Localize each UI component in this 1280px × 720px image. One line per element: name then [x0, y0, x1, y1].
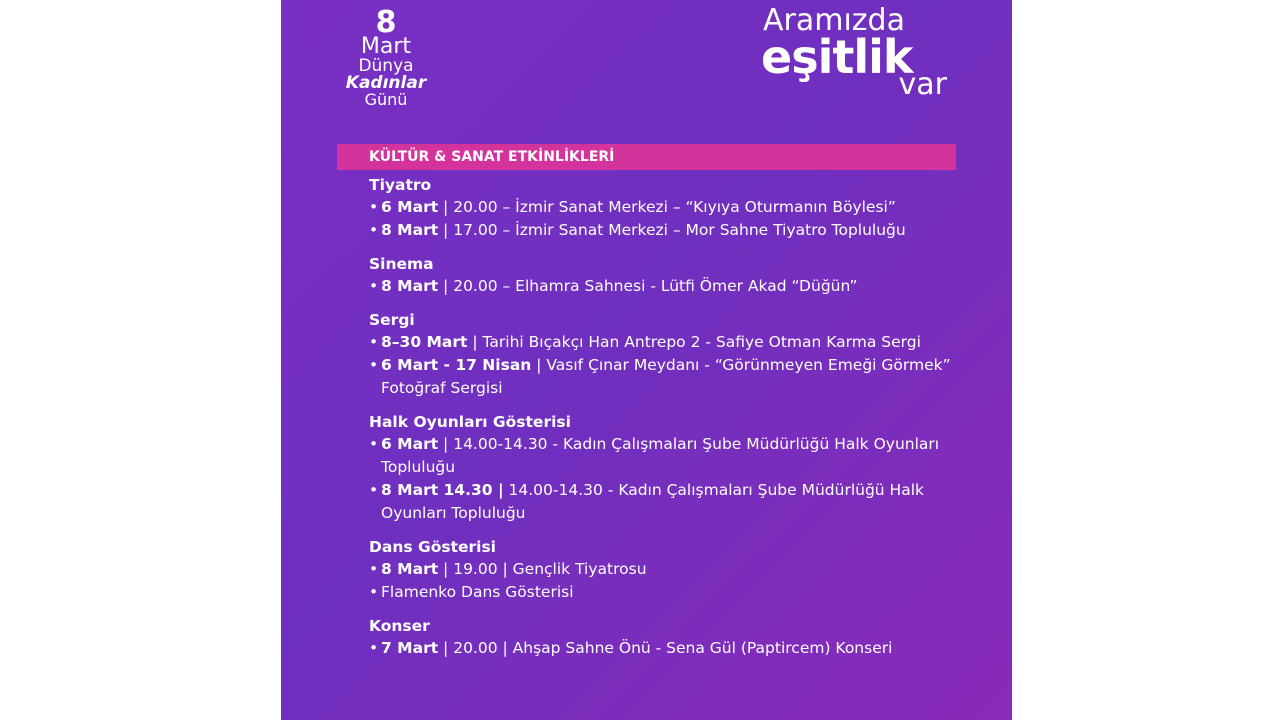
item-text: | 14.00-14.30 - Kadın Çalışmaları Şube Müdürlüğü Halk Oyunları Topluluğu — [381, 435, 940, 476]
list-item — [369, 479, 969, 525]
bullet-icon: • — [369, 560, 379, 578]
list-item — [369, 637, 969, 660]
list-item — [369, 196, 969, 219]
bullet-icon: • — [369, 481, 379, 499]
item-date: 8 Mart 14.30 | — [381, 481, 504, 499]
logo-gunu: Günü — [364, 90, 408, 109]
item-text: | 20.00 – Elhamra Sahnesi - Lütfi Ömer Akad “Düğün” — [438, 277, 858, 295]
item-text: | 20.00 | Ahşap Sahne Önü - Sena Gül (Paptircem) Konseri — [438, 639, 893, 657]
list-item — [369, 433, 969, 479]
item-date: 8–30 Mart — [381, 333, 468, 351]
section-konser — [369, 615, 969, 660]
list-item — [369, 581, 969, 604]
section-banner: KÜLTÜR & SANAT ETKİNLİKLERİ — [337, 144, 956, 170]
item-date: 7 Mart — [381, 639, 439, 657]
list-item — [369, 354, 969, 400]
logo-dunya: Dünya — [358, 56, 414, 76]
item-text: | 17.00 – İzmir Sanat Merkezi – Mor Sahne Tiyatro Topluluğu — [438, 221, 906, 239]
item-text: | 20.00 – İzmir Sanat Merkezi – “Kıyıya Oturmanın Böylesi” — [438, 198, 896, 216]
bullet-icon: • — [369, 277, 379, 295]
section-title: Dans Gösterisi — [369, 538, 496, 556]
logo-number: 8 — [375, 5, 397, 40]
logo-mart: Mart — [360, 34, 412, 59]
bullet-icon: • — [369, 198, 379, 216]
section-sergi — [369, 309, 969, 400]
logo-var: var — [898, 67, 947, 102]
event-poster — [281, 0, 1012, 720]
list-item — [369, 331, 969, 354]
item-text: | Tarihi Bıçakçı Han Antrepo 2 - Safiye Otman Karma Sergi — [467, 333, 921, 351]
section-tiyatro — [369, 174, 969, 242]
equality-logo — [761, 3, 981, 102]
logo-kadinlar: Kadınlar — [345, 73, 427, 93]
item-date: 6 Mart — [381, 198, 439, 216]
bullet-icon: • — [369, 435, 379, 453]
list-item — [369, 275, 969, 298]
section-title: Tiyatro — [369, 176, 432, 194]
item-text: | 19.00 | Gençlik Tiyatrosu — [438, 560, 647, 578]
item-date: 8 Mart — [381, 277, 439, 295]
list-item — [369, 219, 969, 242]
bullet-icon: • — [369, 356, 379, 374]
logo-esitlik: eşitlik — [761, 30, 913, 84]
item-text: 14.00-14.30 - Kadın Çalışmaları Şube Müdürlüğü Halk Oyunları Topluluğu — [381, 481, 924, 522]
item-date: 6 Mart — [381, 435, 439, 453]
section-halk-oyunlari — [369, 411, 969, 525]
list-item — [369, 558, 969, 581]
bullet-icon: • — [369, 639, 379, 657]
logo-aramizda: Aramızda — [763, 3, 905, 38]
item-text: Flamenko Dans Gösterisi — [381, 583, 574, 601]
item-text: | Vasıf Çınar Meydanı - “Görünmeyen Emeği Görmek” Fotoğraf Sergisi — [381, 356, 951, 397]
event-list — [369, 174, 969, 660]
bullet-icon: • — [369, 583, 379, 601]
bullet-icon: • — [369, 221, 379, 239]
section-title: Halk Oyunları Gösterisi — [369, 413, 571, 431]
march-8-logo — [341, 5, 431, 109]
section-sinema — [369, 253, 969, 298]
item-date: 6 Mart - 17 Nisan — [381, 356, 532, 374]
bullet-icon: • — [369, 333, 379, 351]
section-title: Sinema — [369, 255, 434, 273]
item-date: 8 Mart — [381, 221, 439, 239]
item-date: 8 Mart — [381, 560, 439, 578]
section-title: Konser — [369, 617, 430, 635]
section-title: Sergi — [369, 311, 415, 329]
section-dans — [369, 536, 969, 604]
